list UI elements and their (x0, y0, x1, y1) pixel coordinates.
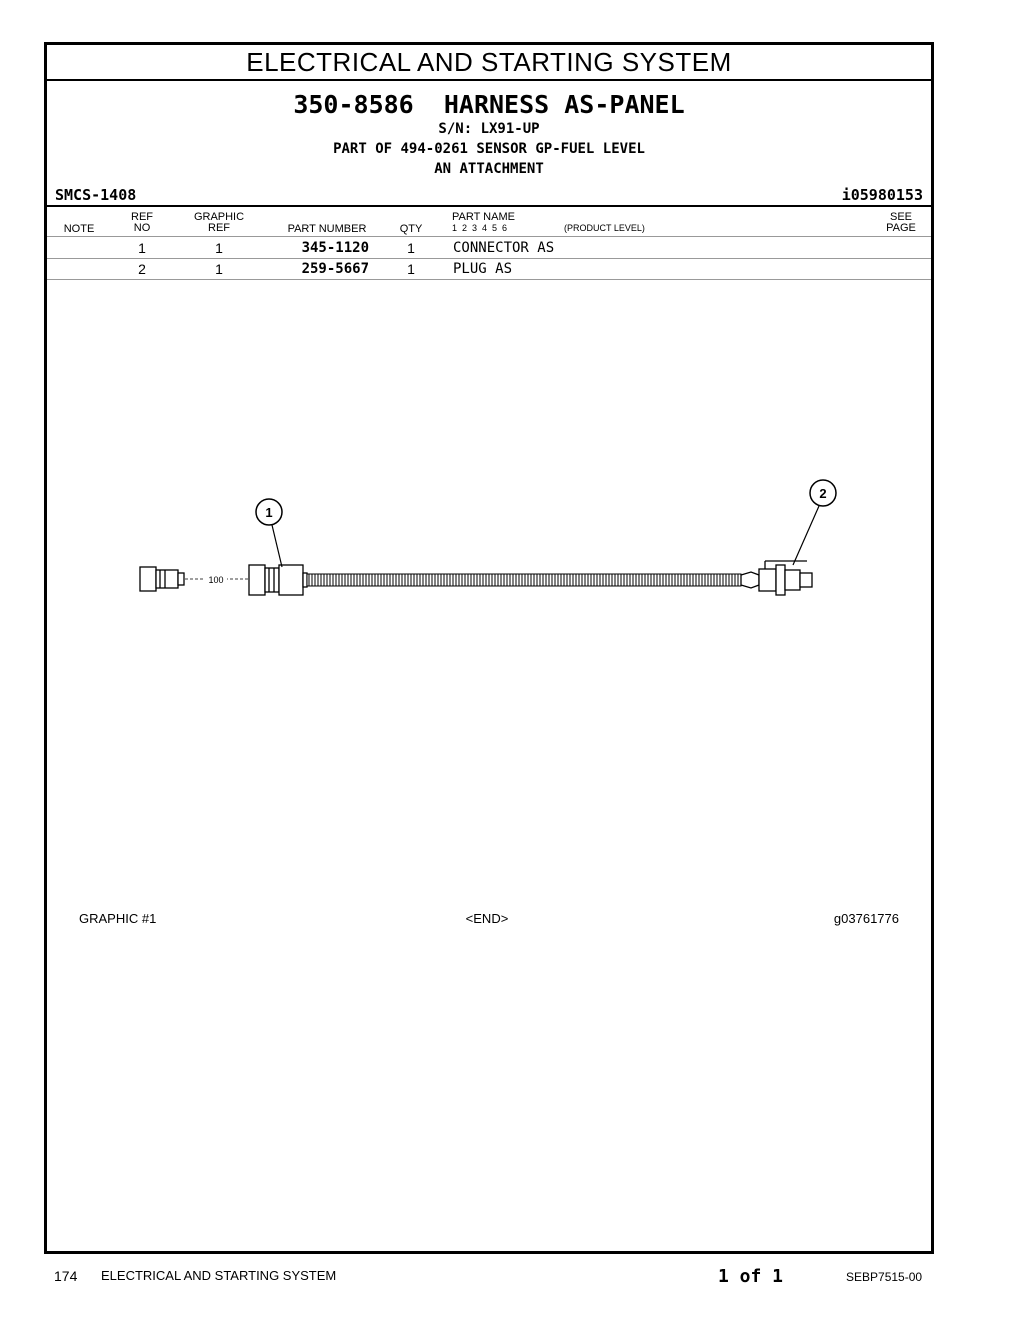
section-title: ELECTRICAL AND STARTING SYSTEM (47, 45, 931, 81)
col-levels: 1 2 3 4 5 6 (452, 223, 508, 233)
col-ref-no-line1: REF (131, 211, 153, 223)
page-of: 1 of 1 (718, 1266, 784, 1287)
attachment: AN ATTACHMENT (434, 161, 544, 177)
illustration-id: i05980153 (841, 186, 923, 204)
part-header (47, 81, 931, 179)
row-part-name: CONNECTOR AS (453, 240, 555, 256)
col-part-name: PART NAME (452, 211, 515, 223)
row-ref-no: 2 (138, 261, 146, 277)
page-number: 174 (54, 1268, 78, 1284)
table-top-rule (47, 205, 931, 207)
end-marker: <END> (465, 911, 509, 926)
col-ref-no-line2: NO (133, 222, 151, 234)
left-connector-drawing (140, 567, 184, 591)
row-ref-no: 1 (138, 240, 146, 256)
plug-2-drawing (741, 561, 812, 595)
row-part-number[interactable]: 259-5667 (301, 261, 369, 277)
header-rule (47, 236, 931, 237)
row-graphic-ref: 1 (215, 240, 223, 256)
part-title (47, 91, 931, 119)
part-of: PART OF 494-0261 SENSOR GP-FUEL LEVEL (333, 141, 645, 157)
row-qty: 1 (407, 261, 415, 277)
row-part-number[interactable]: 345-1120 (301, 240, 369, 256)
col-product-level: (PRODUCT LEVEL) (564, 223, 645, 233)
col-graphic-ref-line2: REF (208, 222, 230, 234)
callout-1[interactable] (256, 499, 282, 567)
col-see-page-line2: PAGE (886, 222, 916, 234)
row-rule (47, 279, 931, 280)
row-graphic-ref: 1 (215, 261, 223, 277)
callout-2-label: 2 (819, 486, 827, 501)
table-row (47, 259, 931, 279)
row-qty: 1 (407, 240, 415, 256)
footer-section: ELECTRICAL AND STARTING SYSTEM (101, 1268, 337, 1283)
graphic-id: g03761776 (833, 911, 899, 926)
row-part-name: PLUG AS (453, 261, 513, 277)
dimension-label: 100 (208, 575, 224, 585)
serial-number: S/N: LX91-UP (438, 121, 540, 137)
connector-1-drawing (249, 565, 307, 595)
callout-2[interactable] (793, 480, 836, 565)
smcs-code: SMCS-1408 (55, 186, 137, 204)
harness-diagram (47, 425, 931, 625)
col-part-number: PART NUMBER (287, 223, 367, 235)
page-frame (44, 42, 934, 1254)
graphic-label: GRAPHIC #1 (79, 911, 157, 926)
col-qty: QTY (399, 223, 423, 235)
part-number-title: 350-8586 (293, 90, 414, 119)
table-row (47, 238, 931, 258)
col-graphic-ref-line1: GRAPHIC (193, 211, 245, 223)
col-note: NOTE (63, 223, 95, 235)
col-see-page-line1: SEE (889, 211, 912, 223)
doc-id: SEBP7515-00 (846, 1270, 923, 1284)
part-name-title: HARNESS AS-PANEL (443, 90, 685, 119)
callout-1-label: 1 (265, 505, 273, 520)
